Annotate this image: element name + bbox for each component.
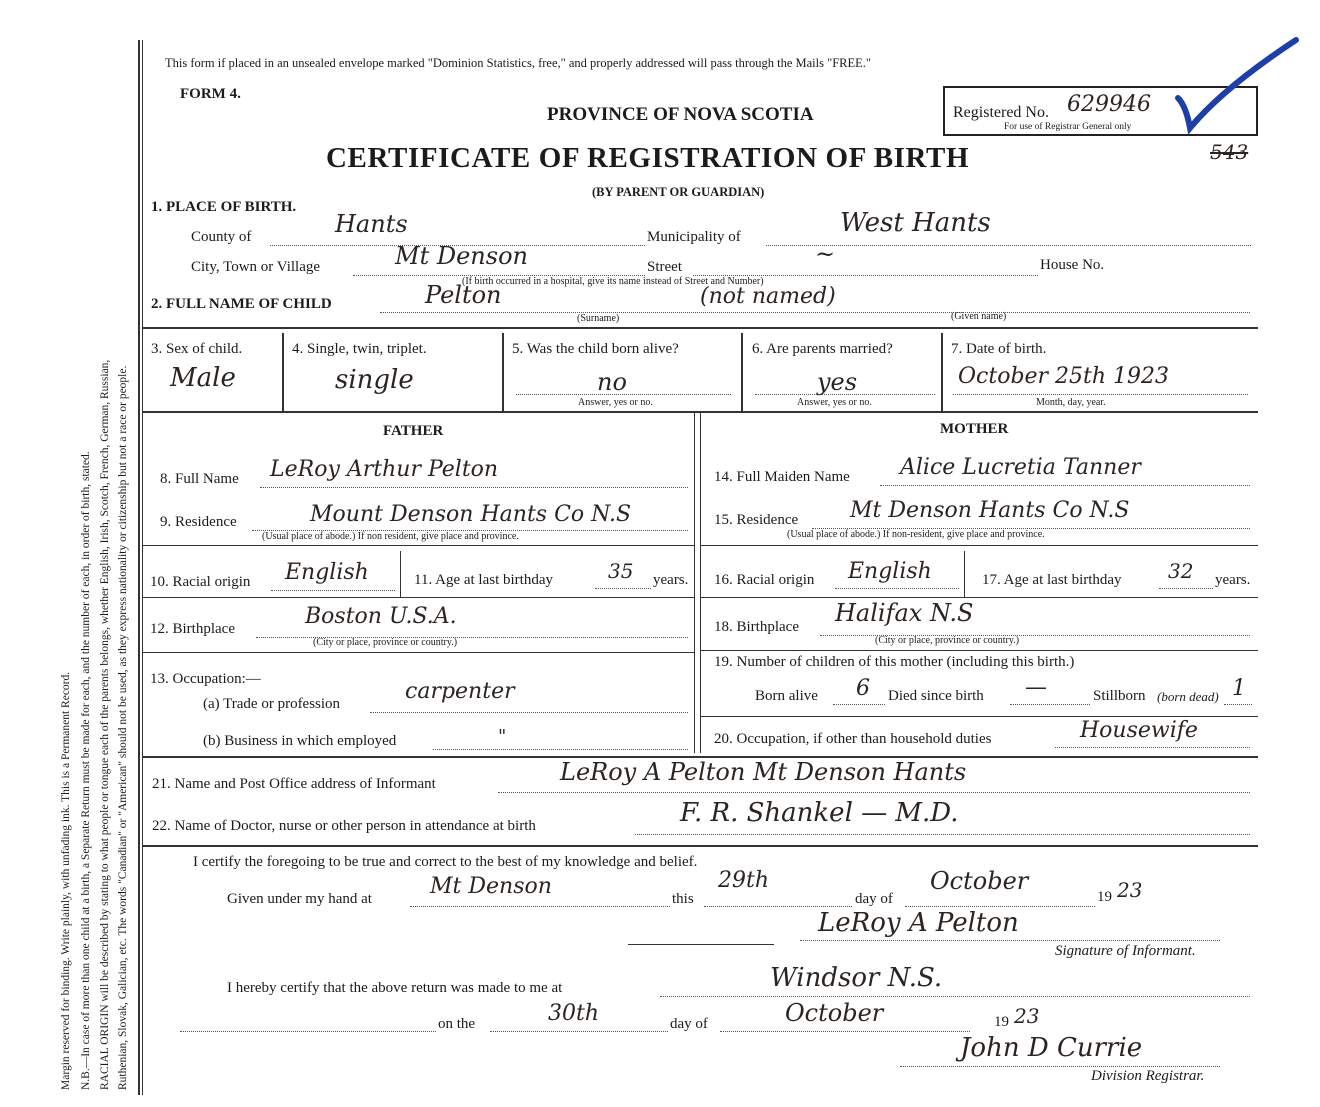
given-place-line [410, 906, 670, 907]
mother-name: Alice Lucretia Tanner [900, 455, 1141, 480]
racial-divider-mother [964, 551, 965, 597]
father-racial-label: 10. Racial origin [150, 574, 251, 590]
city-value: Mt Denson [395, 242, 528, 270]
registered-label: Registered No. [953, 104, 1049, 121]
given-under-label: Given under my hand at [227, 891, 372, 907]
col-divider-2 [502, 333, 504, 411]
died-since-value: — [1025, 675, 1047, 700]
doctor-value: F. R. Shankel — M.D. [680, 798, 959, 828]
rule-mother-4 [701, 716, 1258, 717]
racial-divider-father [400, 551, 401, 597]
sex-value: Male [170, 363, 236, 393]
certificate-subtitle: (BY PARENT OR GUARDIAN) [592, 185, 765, 199]
form-number: FORM 4. [180, 86, 241, 102]
trade-value: carpenter [405, 679, 515, 704]
given-dayof-label: day of [855, 891, 893, 907]
street-label: Street [647, 259, 682, 275]
left-border [138, 40, 140, 1095]
certificate-title: CERTIFICATE OF REGISTRATION OF BIRTH [326, 142, 970, 174]
registrar-text: I hereby certify that the above return was made to me at [227, 980, 563, 996]
mother-racial-label: 16. Racial origin [714, 572, 815, 588]
stillborn-note: (born dead) [1157, 689, 1219, 704]
informant-signature-line [800, 940, 1220, 941]
father-name-line [260, 487, 688, 488]
born-alive-line [516, 394, 731, 395]
business-label: (b) Business in which employed [203, 733, 397, 749]
col-divider-4 [941, 333, 943, 411]
center-divider [694, 413, 695, 753]
married-value: yes [817, 368, 858, 396]
dob-value: October 25th 1923 [958, 364, 1170, 389]
corner-mark: 543 [1210, 140, 1249, 164]
given-year: 23 [1117, 878, 1143, 902]
mother-heading: MOTHER [940, 421, 1009, 437]
father-years: years. [653, 572, 689, 588]
mother-age-line [1159, 588, 1213, 589]
registrar-day-line [490, 1031, 668, 1032]
given-month-line [905, 906, 1095, 907]
stillborn-label: Stillborn [1093, 688, 1146, 704]
born-alive-count: 6 [856, 676, 870, 701]
city-label: City, Town or Village [191, 259, 321, 275]
born-alive-value: no [597, 368, 627, 396]
child-name-label: 2. FULL NAME OF CHILD [151, 296, 332, 312]
surname-note: (Surname) [577, 313, 620, 324]
check-mark-icon [1168, 36, 1308, 136]
registrar-month: October [785, 999, 884, 1027]
county-value: Hants [335, 210, 408, 238]
father-residence-label: 9. Residence [160, 514, 237, 530]
father-residence-note: (Usual place of abode.) If non resident, give place and province. [262, 531, 519, 542]
informant-signature-label: Signature of Informant. [1055, 943, 1196, 959]
rule-4 [143, 845, 1258, 847]
county-label: County of [191, 229, 252, 245]
mother-racial: English [848, 559, 932, 584]
dob-label: 7. Date of birth. [951, 341, 1047, 357]
registrar-signature: John D Currie [960, 1033, 1143, 1063]
dob-line [953, 394, 1248, 395]
municipality-label: Municipality of [647, 229, 741, 245]
married-label: 6. Are parents married? [752, 341, 893, 357]
informant-value: LeRoy A Pelton Mt Denson Hants [560, 758, 967, 786]
child-given-name: (not named) [700, 284, 836, 309]
registrar-place: Windsor N.S. [770, 963, 943, 993]
mother-age: 32 [1168, 559, 1194, 583]
hospital-note: (If birth occurred in a hospital, give its name instead of Street and Number) [462, 276, 764, 287]
this-label: this [672, 891, 694, 907]
left-border-inner [142, 40, 143, 1095]
father-birthplace-note: (City or place, province or country.) [313, 637, 458, 648]
father-age: 35 [608, 559, 634, 583]
side-note-nb: N.B.—In case of more than one child at a birth, a Separate Return must be made for each, and the number of each, in order of birth, stated. [80, 451, 92, 1090]
given-note: (Given name) [951, 311, 1007, 322]
doctor-line [635, 834, 1250, 835]
child-surname: Pelton [425, 281, 502, 309]
died-since-label: Died since birth [888, 688, 984, 704]
municipality-line [766, 245, 1251, 246]
registered-number: 629946 [1067, 92, 1151, 117]
registrar-month-line [720, 1031, 970, 1032]
rule-1 [143, 327, 1258, 329]
side-note-racial-2: Ruthenian, Slovak, Galician, etc. The words "Canadian" or "American" should not be used, as they express nationality or citizenship but not a race or people. [117, 365, 129, 1090]
given-place: Mt Denson [430, 874, 552, 899]
mother-years: years. [1215, 572, 1251, 588]
mother-age-label: 17. Age at last birthday [982, 572, 1122, 588]
mother-birthplace-label: 18. Birthplace [714, 619, 799, 635]
stillborn-value: 1 [1232, 676, 1246, 701]
house-label: House No. [1040, 257, 1105, 273]
father-age-label: 11. Age at last birthday [414, 572, 553, 588]
registrar-day: 30th [548, 1001, 600, 1026]
registrar-signature-line [900, 1066, 1220, 1067]
sex-label: 3. Sex of child. [151, 341, 243, 357]
children-count-label: 19. Number of children of this mother (including this birth.) [714, 654, 1075, 670]
registrar-on-label: on the [438, 1016, 476, 1032]
trade-line [370, 712, 688, 713]
married-line [755, 394, 935, 395]
father-name-label: 8. Full Name [160, 471, 239, 487]
given-month: October [930, 867, 1029, 895]
given-day: 29th [718, 868, 770, 893]
rule-mother-1 [701, 545, 1258, 546]
father-racial-line [271, 590, 395, 591]
registrar-lead-line [180, 1031, 436, 1032]
registrar-year: 23 [1014, 1004, 1040, 1028]
plurality-label: 4. Single, twin, triplet. [292, 341, 427, 357]
certify-rule [628, 944, 774, 945]
registrar-year-prefix: 19 [994, 1014, 1009, 1030]
col-divider-3 [741, 333, 743, 411]
father-heading: FATHER [383, 423, 444, 439]
mother-residence-label: 15. Residence [714, 512, 799, 528]
given-day-line [704, 906, 852, 907]
registrar-signature-label: Division Registrar. [1091, 1068, 1205, 1084]
given-year-prefix: 19 [1097, 889, 1112, 905]
rule-father-3 [143, 652, 694, 653]
side-note-racial-1: RACIAL ORIGIN will be described by stating to what people or tongue each of the parents belongs, whether English, Irish, Scotch, French, German, Russian, [99, 359, 111, 1090]
born-alive-count-label: Born alive [755, 688, 818, 704]
informant-signature: LeRoy A Pelton [818, 908, 1019, 938]
father-name: LeRoy Arthur Pelton [270, 457, 499, 482]
province-heading: PROVINCE OF NOVA SCOTIA [547, 104, 814, 125]
occupation-label: 13. Occupation:— [150, 671, 261, 687]
side-note-binding: Margin reserved for binding. Write plainly, with unfading ink. This is a Permanent Record. [60, 671, 72, 1090]
municipality-value: West Hants [840, 208, 991, 238]
mother-name-label: 14. Full Maiden Name [714, 469, 850, 485]
stillborn-line [1224, 704, 1252, 705]
mother-name-line [880, 485, 1250, 486]
born-alive-label: 5. Was the child born alive? [512, 341, 679, 357]
informant-label: 21. Name and Post Office address of Informant [152, 776, 436, 792]
doctor-label: 22. Name of Doctor, nurse or other person in attendance at birth [152, 818, 536, 834]
mother-birthplace-note: (City or place, province or country.) [875, 635, 1020, 646]
dob-note: Month, day, year. [1036, 397, 1106, 408]
place-of-birth-heading: 1. PLACE OF BIRTH. [151, 199, 297, 215]
born-alive-note: Answer, yes or no. [578, 397, 653, 408]
certify-text: I certify the foregoing to be true and correct to the best of my knowledge and belief. [193, 854, 698, 870]
rule-father-2 [143, 597, 694, 598]
informant-line [498, 792, 1250, 793]
rule-father-1 [143, 545, 694, 546]
father-age-line [595, 588, 651, 589]
mother-residence-note: (Usual place of abode.) If non-resident, give place and province. [787, 529, 1045, 540]
died-since-line [1010, 704, 1090, 705]
center-divider-2 [700, 413, 701, 753]
mother-racial-line [835, 588, 959, 589]
mother-birthplace: Halifax N.S [835, 599, 974, 627]
trade-label: (a) Trade or profession [203, 696, 341, 712]
mother-occupation: Housewife [1080, 718, 1198, 743]
business-value: " [498, 726, 507, 747]
mother-occupation-label: 20. Occupation, if other than household duties [714, 731, 992, 747]
child-name-line [380, 312, 1250, 313]
business-line [433, 749, 688, 750]
rule-mother-3 [701, 650, 1258, 651]
rule-mother-2 [701, 597, 1258, 598]
postal-notice: This form if placed in an unsealed envelope marked "Dominion Statistics, free," and properly addressed will pass through the Mails "FREE." [165, 56, 872, 70]
father-birthplace: Boston U.S.A. [305, 604, 457, 629]
born-alive-count-line [833, 704, 885, 705]
mother-occupation-line [1055, 747, 1250, 748]
col-divider-1 [282, 333, 284, 411]
mother-residence: Mt Denson Hants Co N.S [850, 498, 1130, 523]
registrar-note: For use of Registrar General only [1004, 122, 1132, 132]
married-note: Answer, yes or no. [797, 397, 872, 408]
registrar-dayof-label: day of [670, 1016, 708, 1032]
plurality-value: single [335, 365, 414, 395]
registrar-place-line [660, 996, 1250, 997]
father-racial: English [285, 560, 369, 585]
father-birthplace-label: 12. Birthplace [150, 621, 235, 637]
father-residence: Mount Denson Hants Co N.S [310, 502, 632, 527]
street-value: ~ [815, 240, 836, 268]
